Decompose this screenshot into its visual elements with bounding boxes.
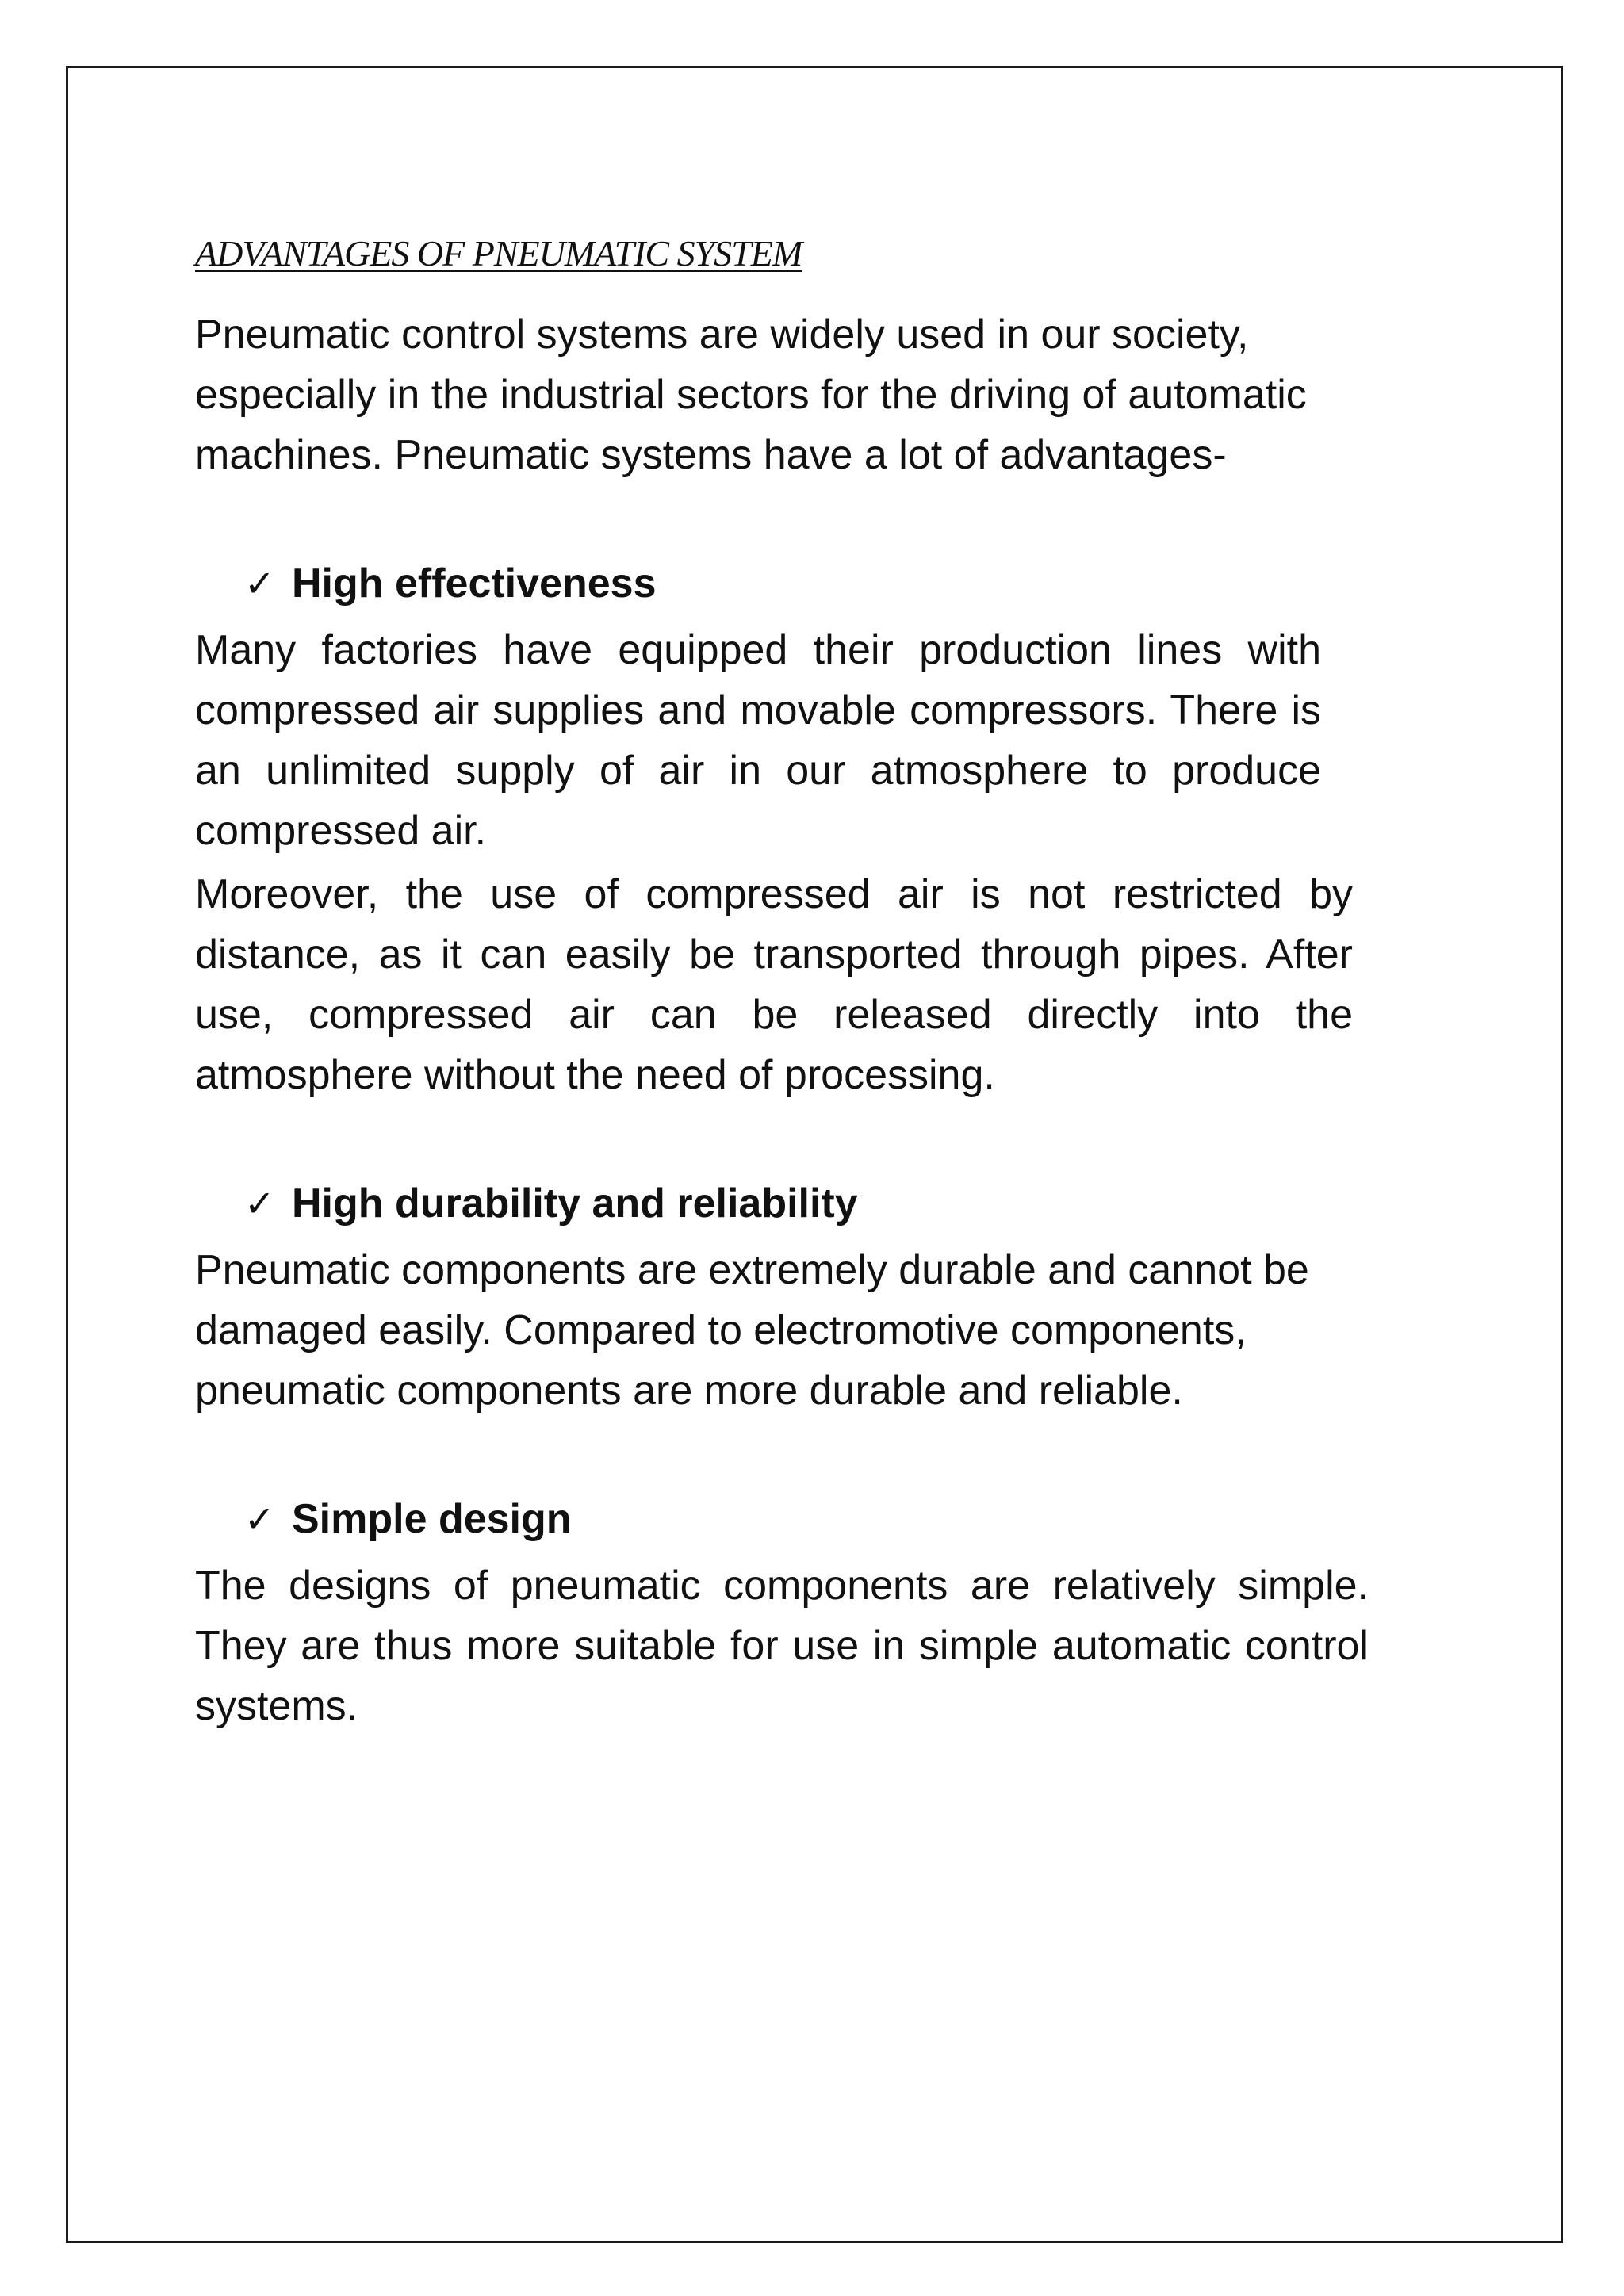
checkmark-icon: ✓ [244,1498,275,1540]
section-heading-label: High effectiveness [292,561,657,607]
section-high-effectiveness [195,553,1408,1105]
section-paragraph: The designs of pneumatic components are relatively simple. They are thus more suitable for use in simple automatic control systems. [195,1563,1369,1729]
document-body [195,230,1408,1736]
section-paragraph: Moreover, the use of compressed air is not restricted by distance, as it can easily be transported through pipes. After use, compressed air can be released directly into the atmosphere without the need of processing. [195,871,1353,1098]
checkmark-icon: ✓ [244,562,275,605]
section-heading [244,1173,1408,1234]
checkmark-icon: ✓ [244,1182,275,1225]
section-simple-design [195,1489,1408,1736]
document-title: ADVANTAGES OF PNEUMATIC SYSTEM [195,233,802,274]
section-heading [244,553,1408,614]
section-high-durability [195,1173,1408,1421]
section-heading-label: Simple design [292,1496,572,1542]
section-paragraph: Many factories have equipped their production lines with compressed air supplies and movable compressors. There is an unlimited supply of air in our atmosphere to produce compressed air. [195,627,1321,854]
section-paragraph: Pneumatic components are extremely durable and cannot be damaged easily. Compared to electromotive components, pneumatic components are more durable and reliable. [195,1247,1309,1414]
intro-paragraph: Pneumatic control systems are widely used in our society, especially in the industrial sectors for the driving of automatic machines. Pneumatic systems have a lot of advantages- [195,312,1307,478]
section-heading-label: High durability and reliability [292,1181,858,1226]
section-heading [244,1489,1408,1549]
